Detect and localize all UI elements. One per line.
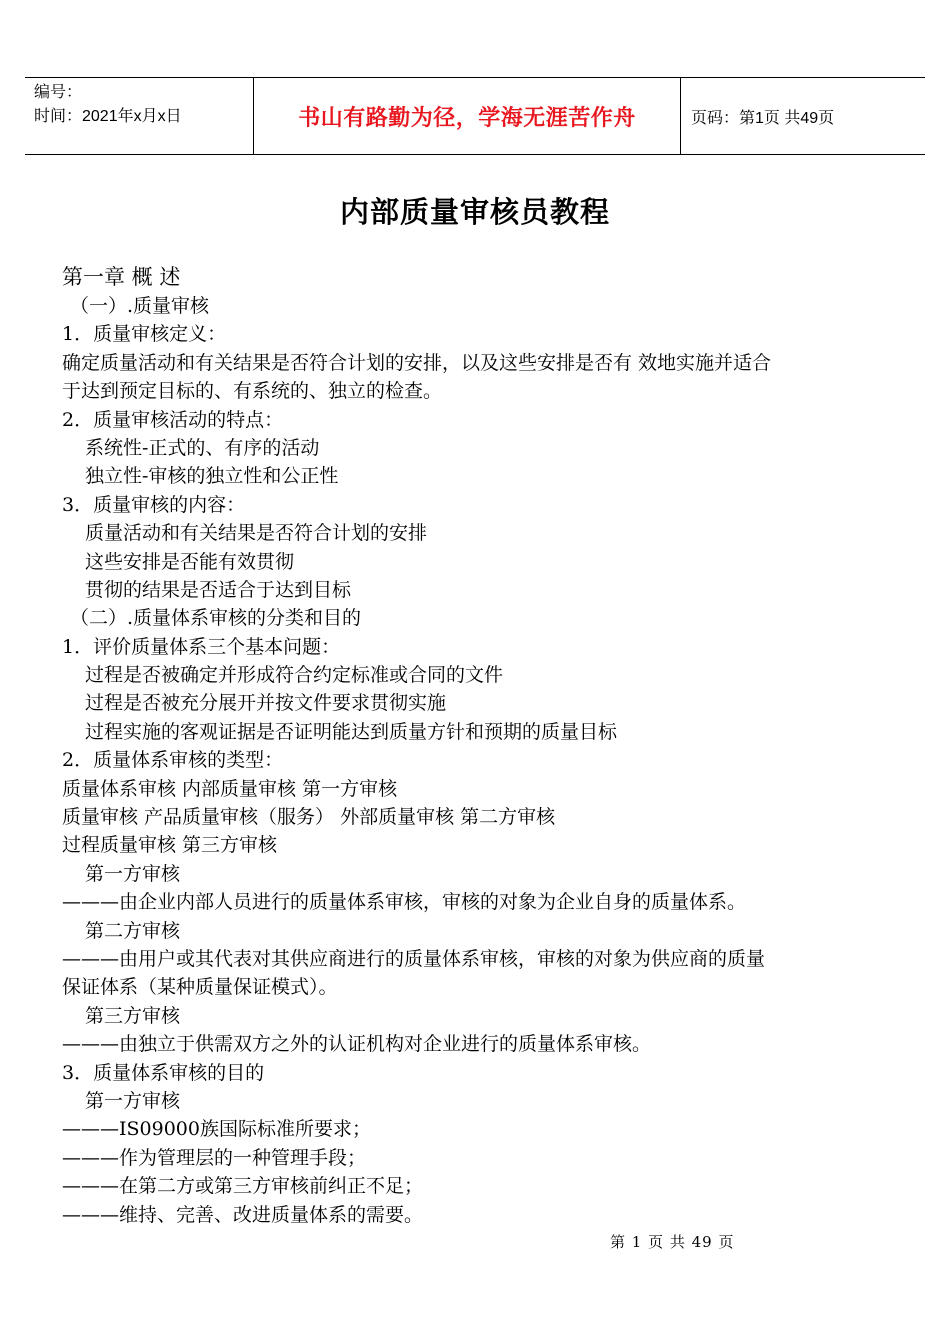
text-line: 系统性-正式的、有序的活动 [85, 436, 320, 459]
header-page-label: 页码：第1页 共49页 [691, 109, 835, 127]
text-line: 质量活动和有关结果是否符合计划的安排 [85, 522, 428, 545]
text-line: ———IS09000族国际标准所要求； [62, 1118, 371, 1141]
text-line: （二）.质量体系审核的分类和目的 [70, 607, 362, 630]
text-line: 质量体系审核 内部质量审核 第一方审核 [62, 777, 398, 800]
text-line: 独立性-审核的独立性和公正性 [85, 465, 339, 488]
text-line: 过程是否被确定并形成符合约定标准或合同的文件 [85, 664, 504, 687]
document-number-label: 编号： [34, 84, 83, 101]
text-line: 保证体系（某种质量保证模式）。 [62, 976, 338, 999]
text-line: 过程质量审核 第三方审核 [62, 834, 278, 857]
text-line: 3．质量体系审核的目的 [62, 1061, 265, 1084]
page-footer: 第 1 页 共 49 页 [610, 1233, 735, 1251]
text-line: ———由独立于供需双方之外的认证机构对企业进行的质量体系审核。 [62, 1033, 652, 1056]
header-motto: 书山有路勤为径，学海无涯苦作舟 [254, 78, 681, 154]
text-line: 第二方审核 [85, 919, 181, 942]
text-line: 这些安排是否能有效贯彻 [85, 550, 295, 573]
text-line: 确定质量活动和有关结果是否符合计划的安排，以及这些安排是否有 效地实施并适合 [62, 351, 772, 374]
text-line: 第三方审核 [85, 1004, 181, 1027]
text-line: 2．质量体系审核的类型： [62, 749, 284, 772]
text-line: 第一方审核 [85, 862, 181, 885]
text-line: 第一章 概 述 [62, 265, 181, 289]
text-line: 贯彻的结果是否适合于达到目标 [85, 578, 352, 601]
text-line: 第一方审核 [85, 1089, 181, 1112]
header-info-cell [25, 78, 254, 154]
document-title: 内部质量审核员教程 [339, 195, 610, 229]
text-line: ———由企业内部人员进行的质量体系审核，审核的对象为企业自身的质量体系。 [62, 891, 747, 914]
text-line: ———由用户或其代表对其供应商进行的质量体系审核，审核的对象为供应商的质量 [62, 947, 766, 970]
text-line: ———作为管理层的一种管理手段； [62, 1146, 367, 1169]
text-line: 过程实施的客观证据是否证明能达到质量方针和预期的质量目标 [85, 720, 618, 743]
text-line: 过程是否被充分展开并按文件要求贯彻实施 [85, 692, 447, 715]
text-line: 于达到预定目标的、有系统的、独立的检查。 [62, 380, 443, 403]
document-time-label: 时间：2021年x月x日 [34, 108, 182, 125]
text-line: （一）.质量审核 [70, 295, 210, 317]
text-line: 1．质量审核定义： [62, 323, 227, 346]
text-line: 2．质量审核活动的特点： [62, 408, 284, 431]
document-header [25, 77, 925, 155]
text-line: 质量审核 产品质量审核（服务） 外部质量审核 第二方审核 [62, 806, 556, 829]
document-body [62, 262, 892, 1229]
text-line: ———在第二方或第三方审核前纠正不足； [62, 1175, 424, 1198]
text-line: ———维持、完善、改进质量体系的需要。 [62, 1203, 424, 1226]
text-line: 3．质量审核的内容： [62, 493, 246, 516]
text-line: 1．评价质量体系三个基本问题： [62, 635, 341, 658]
